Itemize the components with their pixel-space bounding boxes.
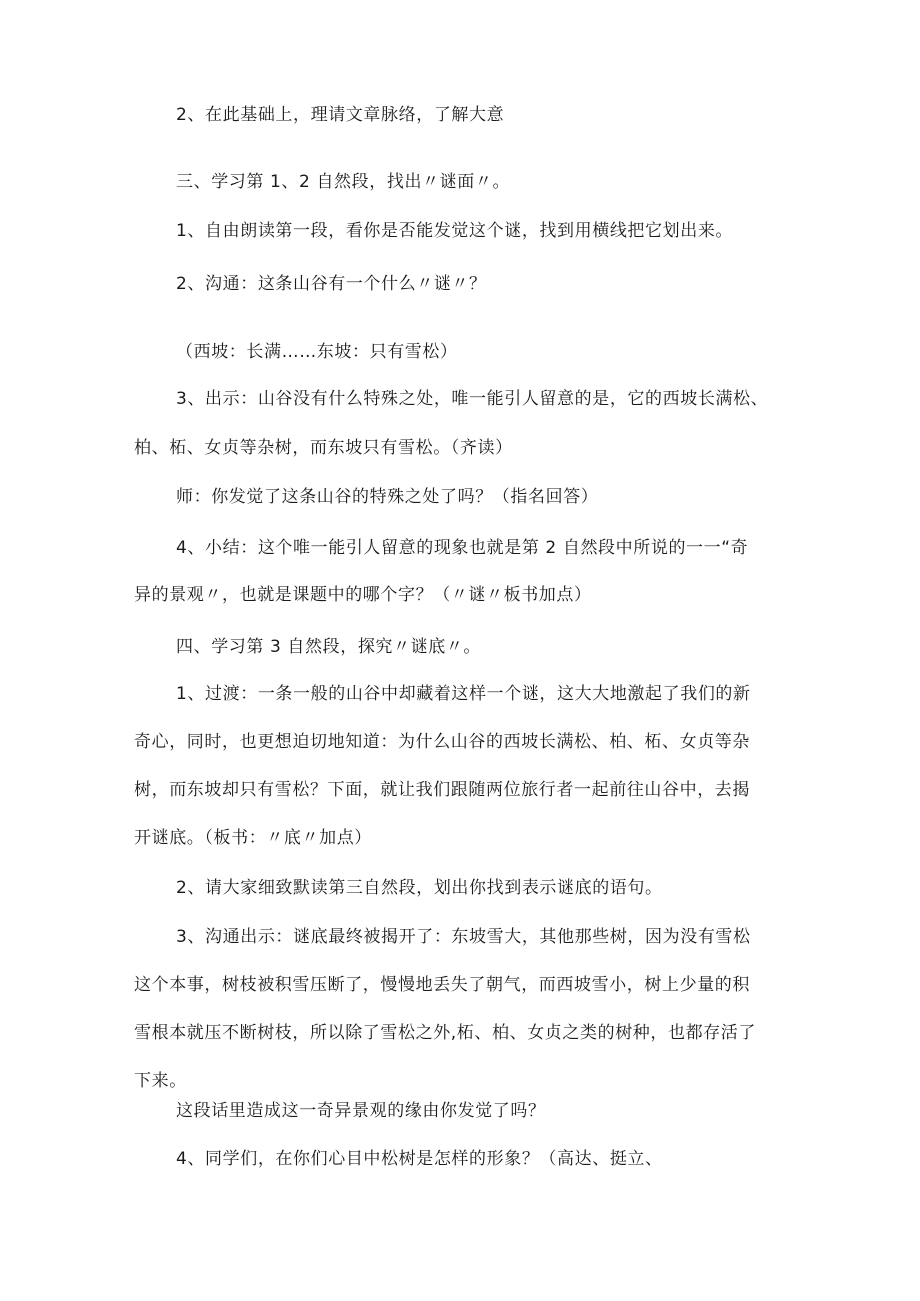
text-line: 4、小结：这个唯一能引人留意的现象也就是第 2 自然段中所说的一一“奇 (176, 538, 749, 558)
text-line: 师：你发觉了这条山谷的特殊之处了吗？（指名回答） (176, 487, 599, 507)
text-line: 下来。 (134, 1071, 187, 1091)
text-line: 1、自由朗读第一段，看你是否能发觉这个谜，找到用横线把它划出来。 (176, 221, 734, 241)
text-line: 雪根本就压不断树枝，所以除了雪松之外,柘、柏、女贞之类的树种，也都存活了 (134, 1023, 757, 1043)
text-line: 柏、柘、女贞等杂树，而东坡只有雪松。（齐读） (134, 438, 513, 458)
section-heading: 三、学习第 1、2 自然段，找出〃谜面〃。 (176, 172, 511, 192)
text-line: 4、同学们，在你们心目中松树是怎样的形象？（高达、挺立、 (176, 1149, 663, 1169)
text-line: 1、过渡：一条一般的山谷中却藏着这样一个谜，这大大地激起了我们的新 (176, 684, 751, 704)
text-line: 2、在此基础上，理请文章脉络，了解大意 (176, 105, 505, 125)
text-line: 3、出示：山谷没有什么特殊之处，唯一能引人留意的是，它的西坡长满松、 (176, 389, 769, 409)
text-line: （西坡：长满……东坡：只有雪松） (176, 342, 458, 362)
text-line: 奇心，同时，也更想迫切地知道：为什么山谷的西坡长满松、柏、柘、女贞等杂 (134, 732, 750, 752)
text-line: 3、沟通出示：谜底最终被揭开了：东坡雪大，其他那些树，因为没有雪松 (176, 927, 751, 947)
text-line: 这段话里造成这一奇异景观的缘由你发觉了吗？ (176, 1101, 546, 1121)
section-heading: 四、学习第 3 自然段，探究〃谜底〃。 (176, 637, 482, 657)
text-line: 异的景观〃，也就是课题中的哪个字？（〃谜〃板书加点） (134, 585, 592, 605)
text-line: 2、沟通：这条山谷有一个什么〃谜〃？ (176, 274, 487, 294)
text-line: 2、请大家细致默读第三自然段，划出你找到表示谜底的语句。 (176, 878, 663, 898)
text-line: 这个本事，树枝被积雪压断了，慢慢地丢失了朝气，而西坡雪小，树上少量的积 (134, 975, 750, 995)
text-line: 开谜底。（板书：〃底〃加点） (134, 828, 372, 848)
text-line: 树，而东坡却只有雪松？下面，就让我们跟随两位旅行者一起前往山谷中，去揭 (134, 780, 750, 800)
